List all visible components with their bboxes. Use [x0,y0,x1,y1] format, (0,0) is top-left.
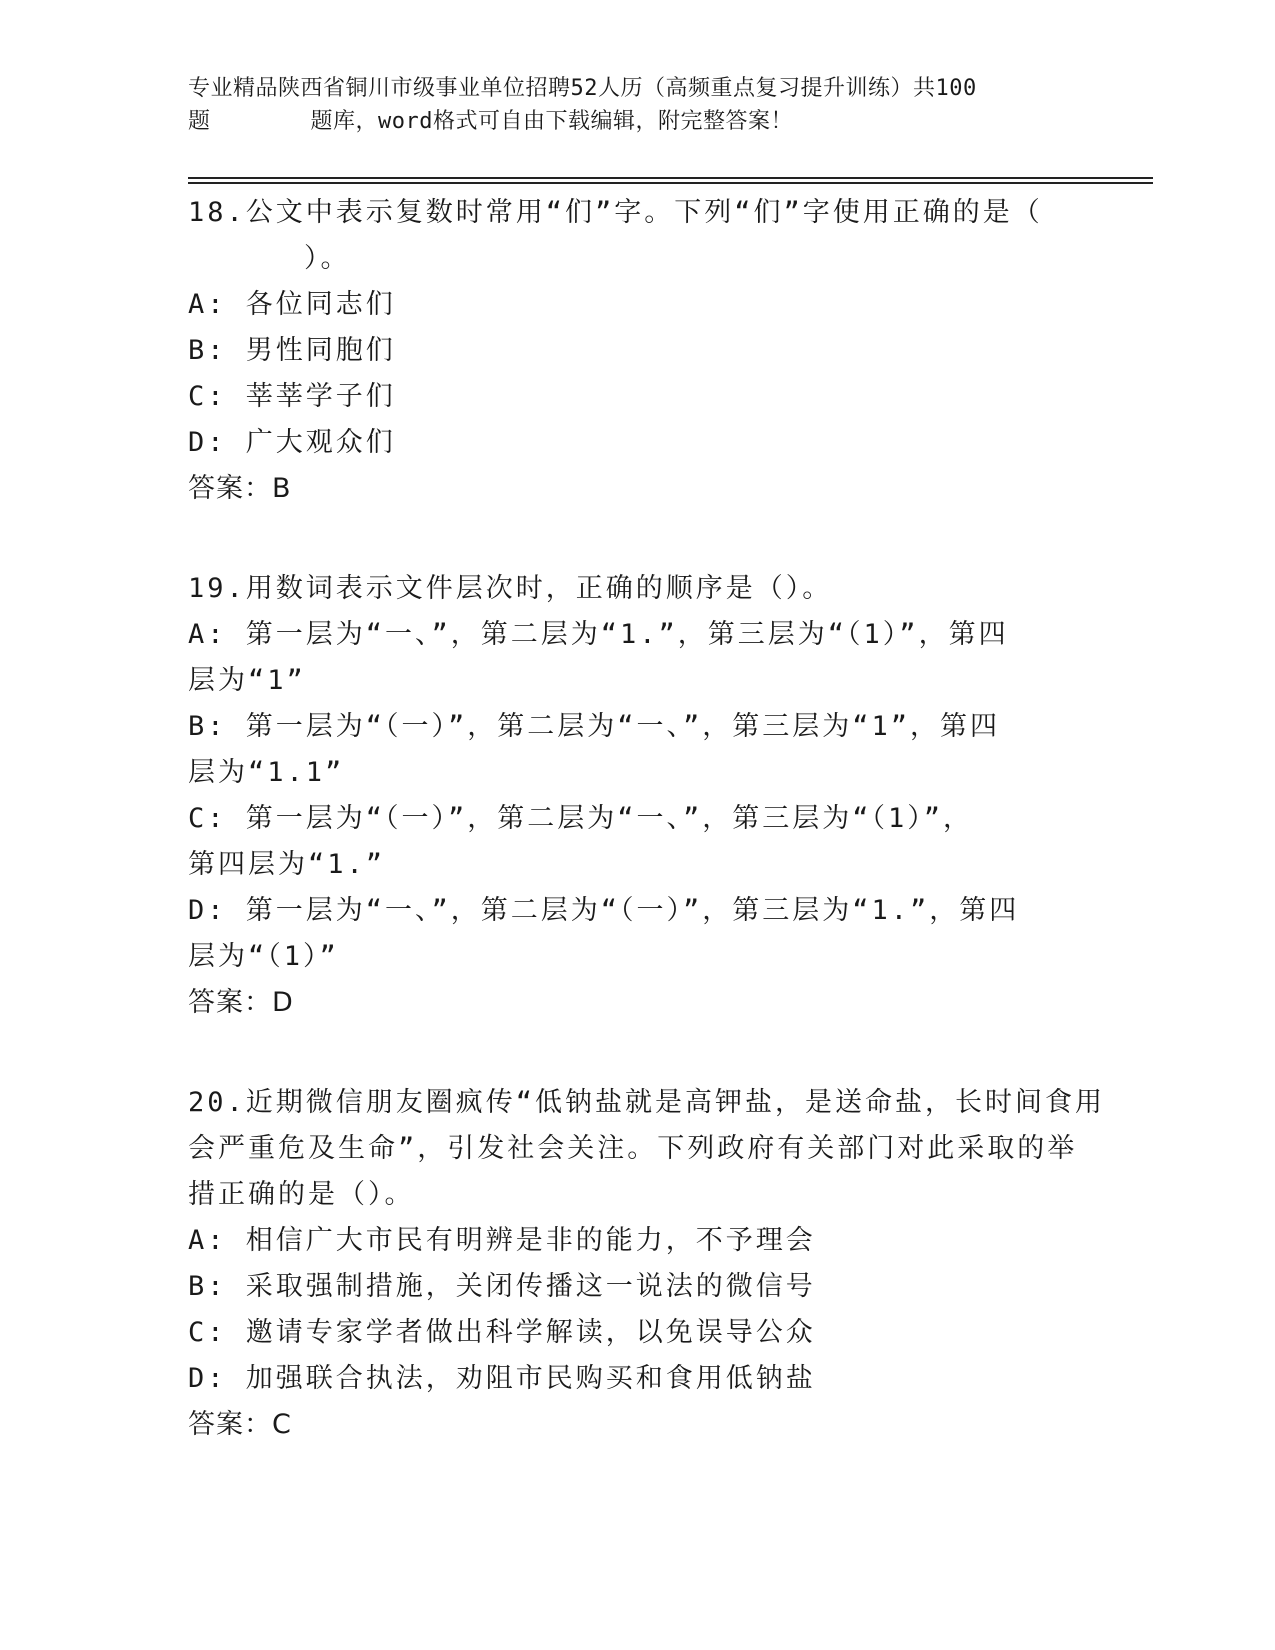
header-line-1: 专业精品陕西省铜川市级事业单位招聘52人历（高频重点复习提升训练）共100 [188,76,977,101]
question-stem: 18.公文中表示复数时常用“们”字。下列“们”字使用正确的是（ [188,197,1043,228]
question-20 [188,1080,1108,1448]
question-stem: 20.近期微信朋友圈疯传“低钠盐就是高钾盐，是送命盐，长时间食用 [188,1087,1106,1118]
option-c: C: 莘莘学子们 [188,381,396,412]
question-19 [188,566,1108,1026]
answer: 答案：C [188,1409,292,1440]
header-divider-top [188,177,1153,179]
header-line-2 [188,105,1068,138]
option-d-continued: 层为“（1）” [188,941,339,972]
question-stem-continued: 措正确的是（）。 [188,1179,415,1210]
option-d: D: 加强联合执法，劝阻市民购买和食用低钠盐 [188,1363,816,1394]
header-divider-bottom [188,182,1153,184]
header-line-2-text: 题库，word格式可自由下载编辑，附完整答案！ [310,109,793,134]
header-line-2-prefix: 题 [188,109,211,134]
question-stem-continued: ）。 [304,243,351,274]
option-c: C: 邀请专家学者做出科学解读，以免误导公众 [188,1317,816,1348]
document-header [188,72,1068,138]
option-b: B: 采取强制措施，关闭传播这一说法的微信号 [188,1271,816,1302]
answer: 答案：B [188,473,292,504]
question-stem: 19.用数词表示文件层次时，正确的顺序是（）。 [188,573,833,604]
option-d: D: 第一层为“一、”，第二层为“（一）”，第三层为“1.”，第四 [188,895,1020,926]
answer: 答案：D [188,987,294,1018]
option-a: A: 第一层为“一、”，第二层为“1.”，第三层为“（1）”，第四 [188,619,1009,650]
question-list [188,190,1108,1448]
option-b-continued: 层为“1.1” [188,757,345,788]
option-a: A: 各位同志们 [188,289,396,320]
question-stem-continued: 会严重危及生命”，引发社会关注。下列政府有关部门对此采取的举 [188,1133,1078,1164]
option-b: B: 男性同胞们 [188,335,396,366]
option-a: A: 相信广大市民有明辨是非的能力，不予理会 [188,1225,816,1256]
option-a-continued: 层为“1” [188,665,306,696]
question-18 [188,190,1108,512]
option-c-continued: 第四层为“1.” [188,849,386,880]
option-b: B: 第一层为“（一）”，第二层为“一、”，第三层为“1”，第四 [188,711,1001,742]
option-d: D: 广大观众们 [188,427,396,458]
option-c: C: 第一层为“（一）”，第二层为“一、”，第三层为“（1）”， [188,803,974,834]
